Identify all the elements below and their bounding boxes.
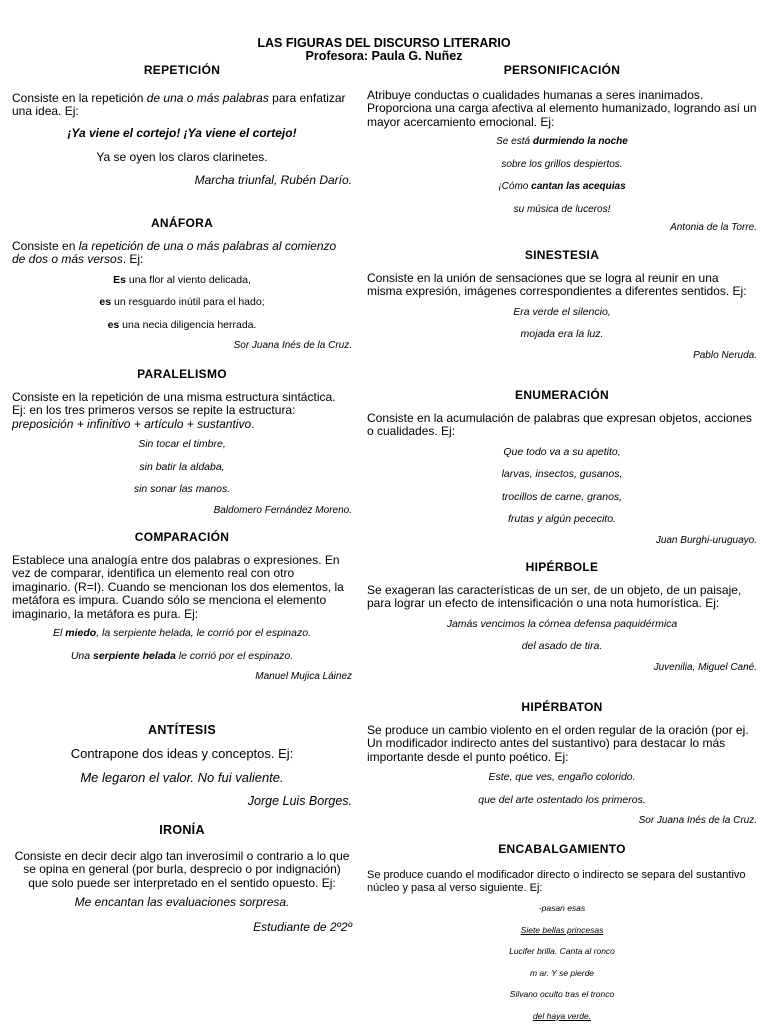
section-personificacion <box>367 63 757 236</box>
section-body: Contrapone dos ideas y conceptos. Ej: <box>12 746 352 762</box>
example-line: Siete bellas princesas <box>367 920 757 942</box>
example-line: Una serpiente helada le corrió por el espinazo. <box>12 645 352 668</box>
section-antitesis <box>12 723 352 810</box>
example-line: frutas y algún pececito. <box>367 508 757 531</box>
example-line: larvas, insectos, gusanos, <box>367 463 757 486</box>
example-line: sin sonar las manos. <box>12 478 352 501</box>
author-citation: Baldomero Fernández Moreno. <box>12 503 352 519</box>
author-citation: Antonia de la Torre. <box>367 220 757 236</box>
section-title: ANTÍTESIS <box>12 723 352 737</box>
example-line: del asado de tira. <box>367 635 757 658</box>
example-line: sin batir la aldaba, <box>12 456 352 479</box>
section-title: HIPÉRBOLE <box>367 560 757 574</box>
section-body: Se produce cuando el modificador directo o indirecto se separa del sustantivo núcleo y pasa al verso siguiente. Ej: <box>367 869 757 894</box>
section-anafora <box>12 216 352 354</box>
example-line: Silvano oculto tras el tronco <box>367 984 757 1006</box>
example-line: mojada era la luz. <box>367 323 757 346</box>
section-title: PERSONIFICACIÓN <box>367 63 757 77</box>
section-title: ANÁFORA <box>12 216 352 230</box>
example-line: es un resguardo inútil para el hado; <box>12 291 352 314</box>
example-line: sobre los grillos despiertos. <box>367 154 757 177</box>
document-author: Profesora: Paula G. Nuñez <box>0 49 768 63</box>
section-body: Establece una analogía entre dos palabras o expresiones. En vez de comparar, identifica un elemento real con otro imaginario. (R=I). Cuando se mencionan los dos elementos, la metáfora es impura. Cuando sólo se menciona el elemento imaginario, la metáfora es pura. Ej: <box>12 554 352 621</box>
example-line: Jamás vencimos la córnea defensa paquidérmica <box>367 613 757 636</box>
section-body: Se exageran las características de un ser, de un objeto, de un paisaje, para lograr un efecto de intensificación o una nota humorística. Ej: <box>367 584 757 611</box>
author-citation: Sor Juana Inés de la Cruz. <box>12 338 352 354</box>
author-citation: Jorge Luis Borges. <box>12 792 352 810</box>
section-body: Consiste en la repetición de una o más palabras para enfatizar una idea. Ej: <box>12 92 352 119</box>
section-hiperbaton <box>367 700 757 829</box>
example-line: -pasan esas <box>367 898 757 920</box>
section-title: HIPÉRBATON <box>367 700 757 714</box>
example-line: Era verde el silencio, <box>367 301 757 324</box>
example-line: El miedo, la serpiente helada, le corrió por el espinazo. <box>12 622 352 645</box>
example-line: trocillos de carne, granos, <box>367 486 757 509</box>
section-body: Consiste en la unión de sensaciones que se logra al reunir en una misma expresión, imágenes correspondientes a diferentes sentidos. Ej: <box>367 272 757 299</box>
section-body: Consiste en decir decir algo tan inverosímil o contrario a lo que se opina en general (por burla, desprecio o por indignación) que solo puede ser interpretado en el sentido opuesto. Ej: <box>12 850 352 890</box>
author-citation: Pablo Neruda. <box>367 348 757 364</box>
section-title: ENCABALGAMIENTO <box>367 842 757 856</box>
example-line: Lucifer brilla. Canta al ronco <box>367 941 757 963</box>
example-line: Este, que ves, engaño colorido. <box>367 766 757 789</box>
section-body: Atribuye conductas o cualidades humanas a seres inanimados. Proporciona una carga afectiva al elemento humanizado, logrando así un mayor acercamiento emocional. Ej: <box>367 89 757 129</box>
document-title: LAS FIGURAS DEL DISCURSO LITERARIO <box>0 36 768 50</box>
example-line: m ar. Y se pierde <box>367 963 757 985</box>
section-body: Consiste en la acumulación de palabras que expresan objetos, acciones o cualidades. Ej: <box>367 412 757 439</box>
example-line: Me legaron el valor. No fui valiente. <box>12 770 352 786</box>
section-title: SINESTESIA <box>367 248 757 262</box>
example-line: Sin tocar el timbre, <box>12 433 352 456</box>
example-line: Es una flor al viento delicada, <box>12 269 352 292</box>
example-line: Se está durmiendo la noche <box>367 131 757 154</box>
section-body: Se produce un cambio violento en el orden regular de la oración (por ej. Un modificador indirecto antes del sustantivo) para destacar lo más importante desde el punto poético. Ej: <box>367 724 757 764</box>
example-line: Ya se oyen los claros clarinetes. <box>12 145 352 169</box>
section-title: ENUMERACIÓN <box>367 388 757 402</box>
section-title: IRONÍA <box>12 823 352 837</box>
example-line: ¡Cómo cantan las acequias <box>367 176 757 199</box>
author-citation: Sor Juana Inés de la Cruz. <box>367 813 757 829</box>
example-line: es una necia diligencia herrada. <box>12 314 352 337</box>
section-body: Consiste en la repetición de una o más palabras al comienzo de dos o más versos. Ej: <box>12 240 352 267</box>
author-citation: Marcha triunfal, Rubén Darío. <box>12 169 352 191</box>
section-sinestesia <box>367 248 757 364</box>
author-citation: Manuel Mujica Láinez <box>12 669 352 685</box>
section-body: Consiste en la repetición de una misma estructura sintáctica. Ej: en los tres primeros versos se repite la estructura: preposición + infinitivo + artículo + sustantivo. <box>12 391 352 431</box>
section-repeticion <box>12 63 352 191</box>
section-comparacion <box>12 530 352 685</box>
example-line: que del arte ostentado los primeros. <box>367 789 757 812</box>
example-line: ¡Ya viene el cortejo! ¡Ya viene el cortejo! <box>12 121 352 145</box>
section-title: REPETICIÓN <box>12 63 352 77</box>
example-line: Me encantan las evaluaciones sorpresa. <box>12 894 352 910</box>
section-title: PARALELISMO <box>12 367 352 381</box>
section-enumeracion <box>367 388 757 549</box>
section-ironia <box>12 823 352 936</box>
author-citation: Estudiante de 2º2º <box>12 918 352 936</box>
example-line: su música de luceros! <box>367 199 757 222</box>
author-citation: Juvenilia, Miguel Cané. <box>367 660 757 676</box>
example-line: del haya verde. <box>367 1006 757 1027</box>
author-citation: Juan Burghi-uruguayo. <box>367 533 757 549</box>
example-line: Que todo va a su apetito, <box>367 441 757 464</box>
section-title: COMPARACIÓN <box>12 530 352 544</box>
section-encabalgamiento <box>367 842 757 1027</box>
section-paralelismo <box>12 367 352 519</box>
section-hiperbole <box>367 560 757 676</box>
